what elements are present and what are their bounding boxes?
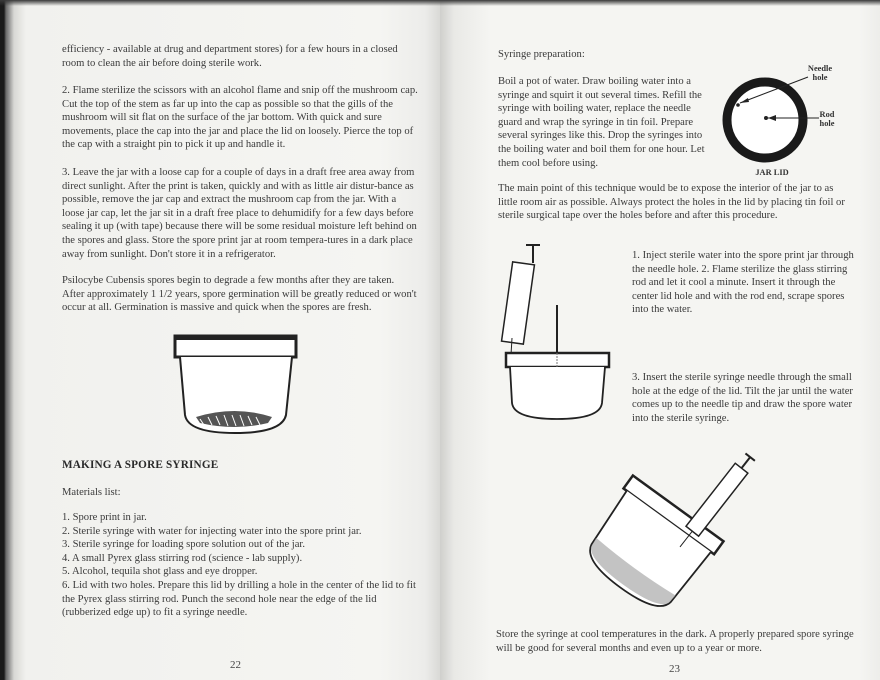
materials-list xyxy=(62,511,416,620)
left-para-4: Psilocybe Cubensis spores begin to degrade a few months after they are taken. After approximately 1 1/2 years, spore germination will be greatly reduced or won't occur at all. Germination is massive and quick when the spores are fresh. xyxy=(62,275,417,314)
needle-hole-label: Needle hole xyxy=(807,64,833,83)
steps-1-2: 1. Inject sterile water into the spore print jar through the needle hole. 2. Flame sterilize the glass stirring rod and let it cool a minute. Insert it through the center lid hole and with the rod end, scrape spores into the water. xyxy=(632,250,854,316)
jar-lid-caption: JAR LID xyxy=(755,168,789,177)
list-item: 5. Alcohol, tequila shot glass and eye dropper. xyxy=(62,566,258,578)
left-para-1: efficiency - available at drug and department stores) for a few hours in a closed room to clean the air before doing sterile work. xyxy=(62,44,398,69)
inject-and-scrape-illustration xyxy=(502,243,614,423)
closing-note: Store the syringe at cool temperatures in the dark. A properly prepared spore syringe will be good for several months and even up to a year or more. xyxy=(496,629,854,654)
list-item: 6. Lid with two holes. Prepare this lid by drilling a hole in the center of the lid to fit the Pyrex glass stirring rod. Punch the second hole near the edge of the lid (rubberized edge up) to fit a syringe needle. xyxy=(62,579,416,619)
materials-label: Materials list: xyxy=(62,487,121,498)
left-para-2: 2. Flame sterilize the scissors with an alcohol flame and snip off the mushroom cap. Cut the top of the stem as far up into the cap as possible so that the gills of the mushroom will sit flat on the surface of the jar bottom. With quick and sure movements, place the cap into the jar and place the lid on loosely. Pierce the top of the cap with a straight pin to pick it up and handle it. xyxy=(62,85,418,151)
step-3: 3. Insert the sterile syringe needle through the small hole at the edge of the lid. Tilt the jar until the water comes up to the needle tip and draw the spore water into the sterile syringe. xyxy=(632,372,853,424)
section-heading: MAKING A SPORE SYRINGE xyxy=(62,459,219,471)
list-item: 2. Sterile syringe with water for injecting water into the spore print jar. xyxy=(62,525,362,537)
top-edge-shadow xyxy=(0,0,880,6)
list-item: 4. A small Pyrex glass stirring rod (science - lab supply). xyxy=(62,552,303,564)
list-item: 3. Sterile syringe for loading spore solution out of the jar. xyxy=(62,539,306,551)
page-number-right: 23 xyxy=(669,663,680,675)
jar-lid-diagram xyxy=(722,76,812,166)
rod-hole-label: Rod hole xyxy=(819,110,835,129)
list-item: 1. Spore print in jar. xyxy=(62,512,147,523)
right-page xyxy=(440,0,880,680)
page-number-left: 22 xyxy=(230,659,241,671)
tilted-jar-syringe-illustration xyxy=(582,456,772,620)
spore-print-jar-illustration xyxy=(170,333,302,437)
left-para-3: 3. Leave the jar with a loose cap for a couple of days in a draft free area away from direct sunlight. After the print is taken, quickly and with as little air distur-bance as possible, remove the jar cap and extract the mushroom cap from the jar. With a loose jar cap, let the jar sit in a draft free place to dehumidify for a few days before sealing it up (with tape) because there will be some residual moisture left behind on the spores and glass. Store the spore print jar at room tempera-tures in a dark place away from sunlight. Don't store it in a refrigerator. xyxy=(62,167,417,260)
right-para-1: Boil a pot of water. Draw boiling water into a syringe and squirt it out several times. Refill the syringe with boiling water, replace the needle guard and wrap the syringe in tin foil. Prepare several syringes like this. Drop the syringes into the boiling water and boil them for one hour. Let them cool before using. xyxy=(498,76,705,169)
right-para-2: The main point of this technique would be to expose the interior of the jar to as little room air as possible. Always protect the holes in the lid by placing tin foil or sterile surgical tape over the holes before and after this procedure. xyxy=(498,183,845,222)
syringe-preparation-title: Syringe preparation: xyxy=(498,49,585,60)
